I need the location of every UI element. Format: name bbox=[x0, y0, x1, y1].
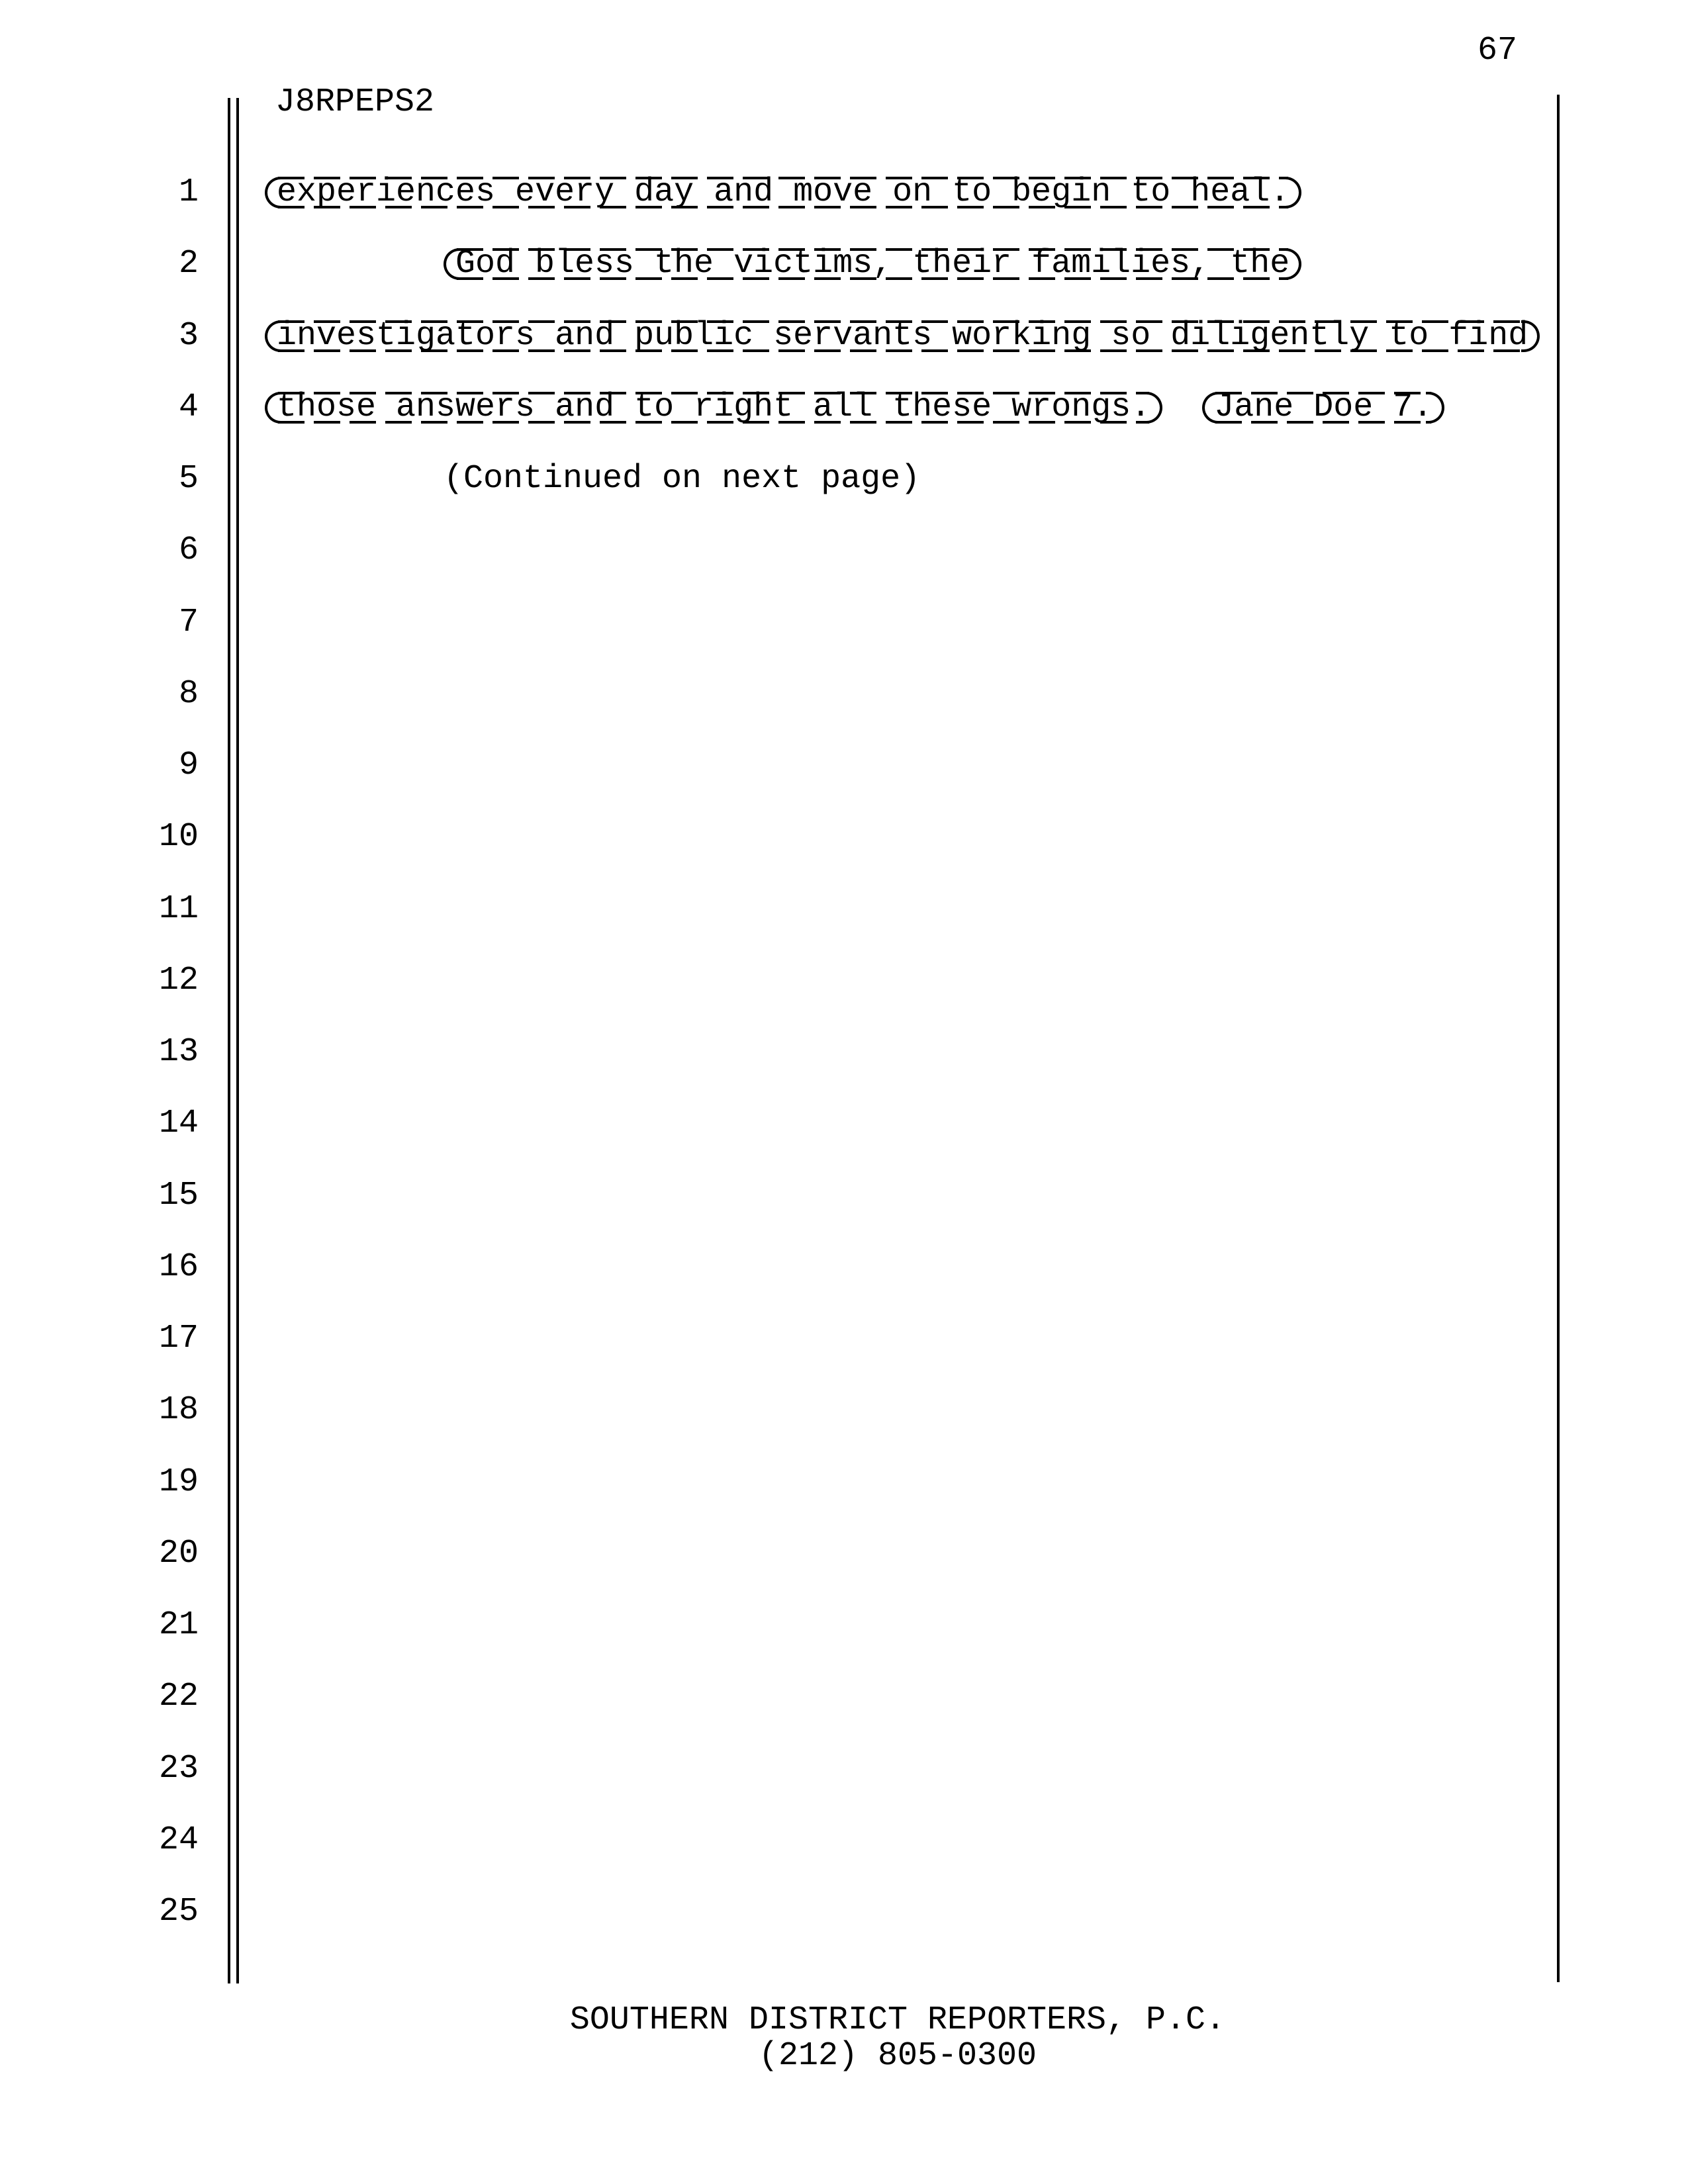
line-number: 7 bbox=[178, 604, 199, 641]
line-number: 15 bbox=[158, 1177, 199, 1214]
line-number: 8 bbox=[178, 675, 199, 713]
line-number: 24 bbox=[158, 1821, 199, 1859]
line-number: 17 bbox=[158, 1320, 199, 1357]
annotation-box: those answers and to right all these wrongs. bbox=[265, 392, 1162, 424]
line-number: 20 bbox=[158, 1535, 199, 1572]
transcript-line bbox=[265, 388, 1444, 426]
line-number: 21 bbox=[158, 1606, 199, 1644]
page-number: 67 bbox=[1477, 32, 1517, 69]
line-number: 9 bbox=[178, 747, 199, 784]
line-number: 13 bbox=[158, 1033, 199, 1071]
line-number: 12 bbox=[158, 962, 199, 999]
transcript-text bbox=[1162, 388, 1202, 426]
transcript-header-code: J8RPEPS2 bbox=[275, 83, 435, 121]
transcript-line bbox=[265, 245, 1301, 283]
line-number: 3 bbox=[178, 317, 199, 355]
transcript-line bbox=[265, 173, 1301, 211]
footer-firm-name: SOUTHERN DISTRICT REPORTERS, P.C. bbox=[569, 2001, 1226, 2039]
line-number: 5 bbox=[178, 460, 199, 498]
line-number: 2 bbox=[178, 245, 199, 283]
line-number: 11 bbox=[158, 890, 199, 928]
annotation-box: investigators and public servants working so diligently to find bbox=[265, 320, 1540, 352]
line-number: 18 bbox=[158, 1391, 199, 1429]
line-number: 22 bbox=[158, 1678, 199, 1715]
line-number: 1 bbox=[178, 173, 199, 211]
annotation-box: experiences every day and move on to begin to heal. bbox=[265, 177, 1301, 208]
line-number: 4 bbox=[178, 388, 199, 426]
line-number: 16 bbox=[158, 1248, 199, 1286]
line-number: 10 bbox=[158, 818, 199, 856]
line-number: 23 bbox=[158, 1750, 199, 1788]
line-number: 14 bbox=[158, 1105, 199, 1142]
right-rule bbox=[1557, 95, 1560, 1982]
reporter-footer bbox=[265, 2003, 1530, 2074]
line-number: 25 bbox=[158, 1893, 199, 1931]
transcript-text: (Continued on next page) bbox=[444, 460, 921, 498]
transcript-line bbox=[265, 317, 1540, 355]
footer-phone: (212) 805-0300 bbox=[758, 2037, 1037, 2075]
transcript-line bbox=[265, 460, 921, 498]
annotation-box: God bless the victims, their families, the bbox=[444, 248, 1301, 280]
annotation-box: Jane Doe 7. bbox=[1202, 392, 1444, 424]
line-number: 19 bbox=[158, 1463, 199, 1501]
left-double-rule bbox=[228, 98, 239, 1983]
line-number: 6 bbox=[178, 531, 199, 569]
